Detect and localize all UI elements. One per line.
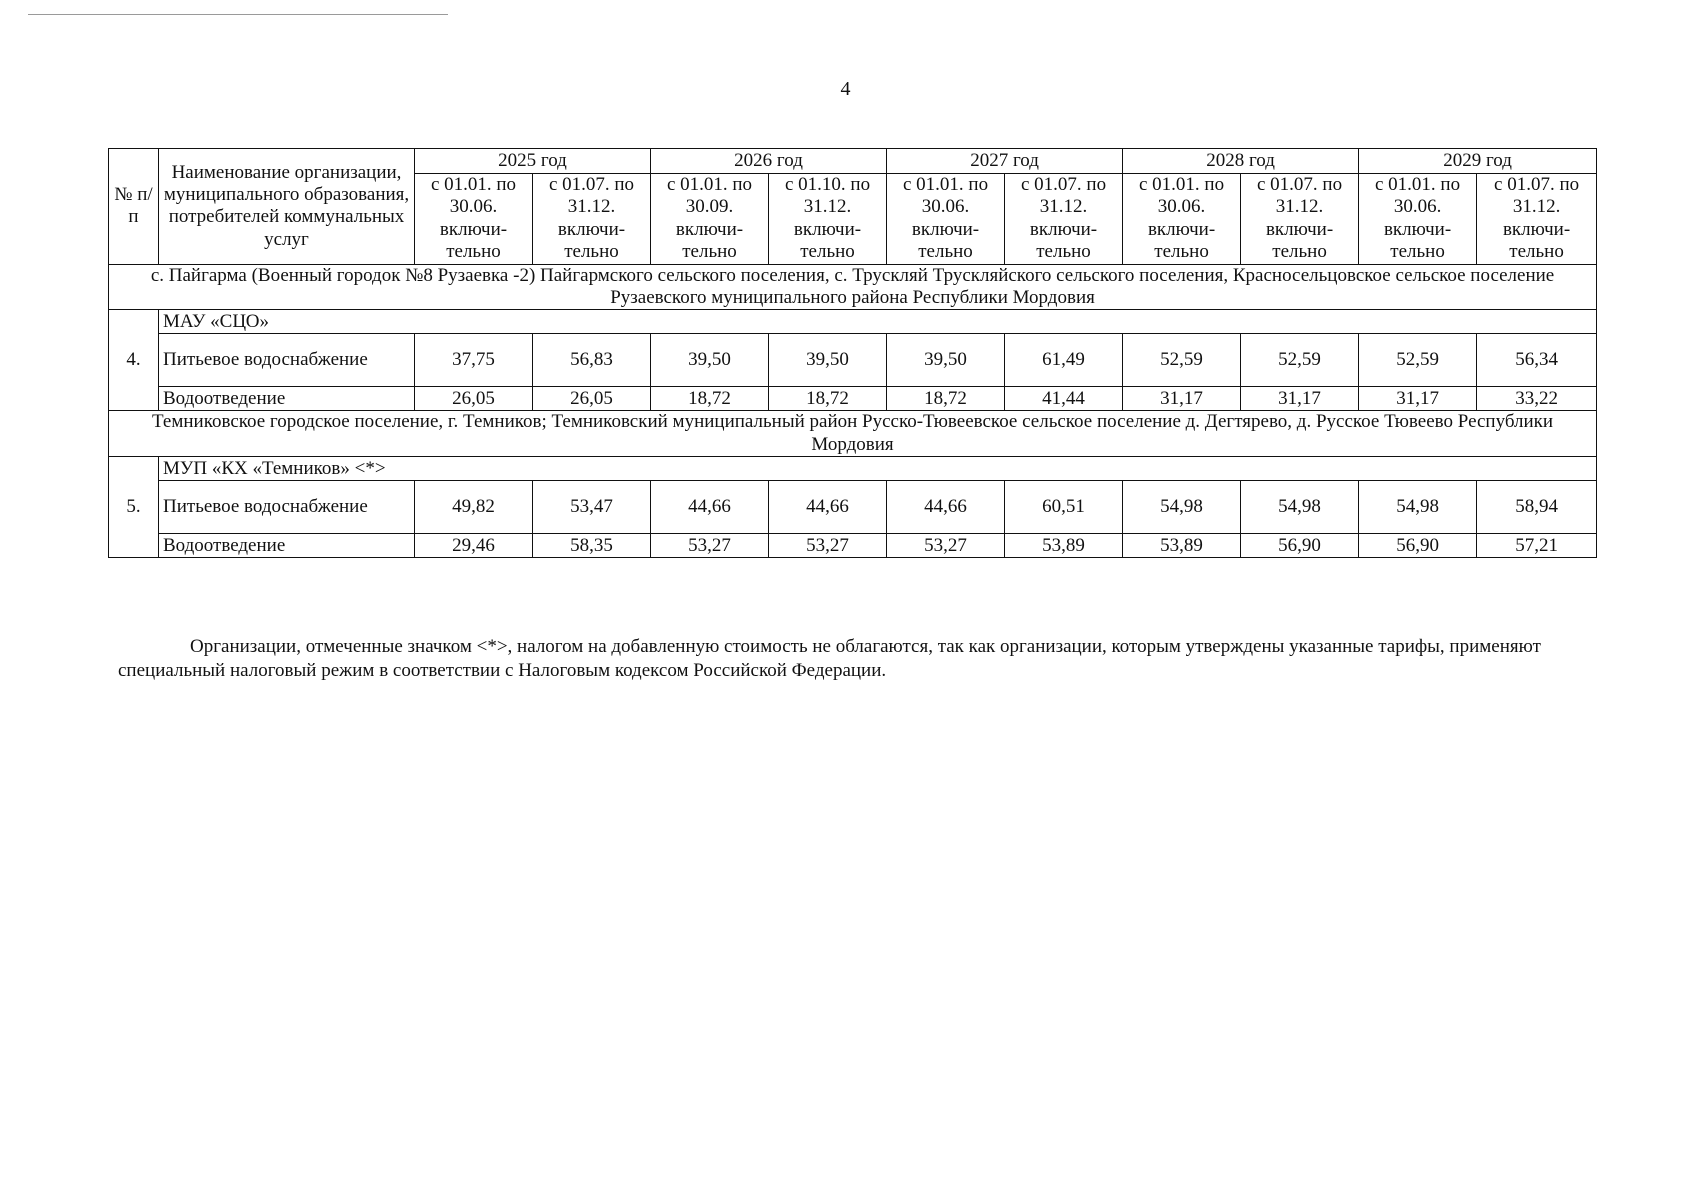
header-period: с 01.07. по 31.12. включи-тельно	[1477, 174, 1597, 265]
tariff-table	[108, 148, 1597, 558]
organization-row	[109, 310, 1597, 334]
top-rule	[28, 14, 448, 15]
table-row	[109, 481, 1597, 534]
service-name: Питьевое водоснабжение	[159, 334, 415, 387]
organization-name: МАУ «СЦО»	[159, 310, 1597, 334]
tariff-value: 54,98	[1241, 481, 1359, 534]
header-row-years	[109, 149, 1597, 174]
tariff-value: 29,46	[415, 534, 533, 558]
table-row	[109, 387, 1597, 411]
table-row	[109, 534, 1597, 558]
tariff-value: 53,47	[533, 481, 651, 534]
row-number: 5.	[109, 457, 159, 558]
tariff-value: 26,05	[415, 387, 533, 411]
header-period: с 01.07. по 31.12. включи-тельно	[1241, 174, 1359, 265]
header-period: с 01.01. по 30.09. включи-тельно	[651, 174, 769, 265]
region-row	[109, 411, 1597, 457]
footnote: Организации, отмеченные значком <*>, налогом на добавленную стоимость не облагаются, так как организации, которым утверждены указанные тарифы, применяют специальный налоговый режим в соответствии с Налоговым кодексом Российской Федерации.	[118, 636, 1541, 681]
tariff-value: 31,17	[1241, 387, 1359, 411]
tariff-value: 49,82	[415, 481, 533, 534]
tariff-value: 44,66	[651, 481, 769, 534]
tariff-value: 53,89	[1005, 534, 1123, 558]
header-organization-name: Наименование организации, муниципального образования, потребителей коммунальных услуг	[159, 149, 415, 265]
header-number: № п/п	[109, 149, 159, 265]
tariff-value: 54,98	[1359, 481, 1477, 534]
tariff-value: 56,34	[1477, 334, 1597, 387]
region-description: Темниковское городское поселение, г. Темников; Темниковский муниципальный район Русско-Тювеевское сельское поселение д. Дегтярево, д. Русское Тювеево Республики Мордовия	[109, 411, 1597, 457]
organization-row	[109, 457, 1597, 481]
tariff-value: 53,27	[887, 534, 1005, 558]
header-period: с 01.01. по 30.06. включи-тельно	[1123, 174, 1241, 265]
tariff-value: 41,44	[1005, 387, 1123, 411]
header-period: с 01.01. по 30.06. включи-тельно	[1359, 174, 1477, 265]
row-number: 4.	[109, 310, 159, 411]
tariff-value: 58,94	[1477, 481, 1597, 534]
header-year-2025: 2025 год	[415, 149, 651, 174]
header-year-2027: 2027 год	[887, 149, 1123, 174]
tariff-value: 61,49	[1005, 334, 1123, 387]
tariff-value: 18,72	[769, 387, 887, 411]
tariff-value: 26,05	[533, 387, 651, 411]
tariff-value: 57,21	[1477, 534, 1597, 558]
tariff-value: 53,27	[651, 534, 769, 558]
tariff-value: 56,90	[1241, 534, 1359, 558]
tariff-value: 53,27	[769, 534, 887, 558]
tariff-value: 58,35	[533, 534, 651, 558]
tariff-value: 31,17	[1123, 387, 1241, 411]
tariff-value: 44,66	[887, 481, 1005, 534]
tariff-value: 39,50	[887, 334, 1005, 387]
header-year-2029: 2029 год	[1359, 149, 1597, 174]
header-period: с 01.10. по 31.12. включи-тельно	[769, 174, 887, 265]
tariff-value: 37,75	[415, 334, 533, 387]
header-period: с 01.07. по 31.12. включи-тельно	[1005, 174, 1123, 265]
region-row	[109, 264, 1597, 310]
tariff-value: 18,72	[887, 387, 1005, 411]
tariff-value: 31,17	[1359, 387, 1477, 411]
region-description: с. Пайгарма (Военный городок №8 Рузаевка -2) Пайгармского сельского поселения, с. Трускляй Трускляйского сельского поселения, Красносельцовское сельское поселение Рузаевского муниципального района Республики Мордовия	[109, 264, 1597, 310]
tariff-value: 52,59	[1359, 334, 1477, 387]
tariff-value: 18,72	[651, 387, 769, 411]
table-row	[109, 334, 1597, 387]
service-name: Водоотведение	[159, 387, 415, 411]
header-period: с 01.01. по 30.06. включи-тельно	[887, 174, 1005, 265]
tariff-value: 56,83	[533, 334, 651, 387]
tariff-value: 54,98	[1123, 481, 1241, 534]
service-name: Водоотведение	[159, 534, 415, 558]
header-year-2028: 2028 год	[1123, 149, 1359, 174]
tariff-value: 53,89	[1123, 534, 1241, 558]
tariff-value: 60,51	[1005, 481, 1123, 534]
header-period: с 01.07. по 31.12. включи-тельно	[533, 174, 651, 265]
header-period: с 01.01. по 30.06. включи-тельно	[415, 174, 533, 265]
tariff-value: 33,22	[1477, 387, 1597, 411]
service-name: Питьевое водоснабжение	[159, 481, 415, 534]
header-year-2026: 2026 год	[651, 149, 887, 174]
tariff-value: 52,59	[1241, 334, 1359, 387]
tariff-value: 56,90	[1359, 534, 1477, 558]
page-number: 4	[840, 78, 851, 100]
organization-name: МУП «КХ «Темников» <*>	[159, 457, 1597, 481]
tariff-value: 44,66	[769, 481, 887, 534]
tariff-value: 39,50	[651, 334, 769, 387]
tariff-value: 52,59	[1123, 334, 1241, 387]
tariff-value: 39,50	[769, 334, 887, 387]
